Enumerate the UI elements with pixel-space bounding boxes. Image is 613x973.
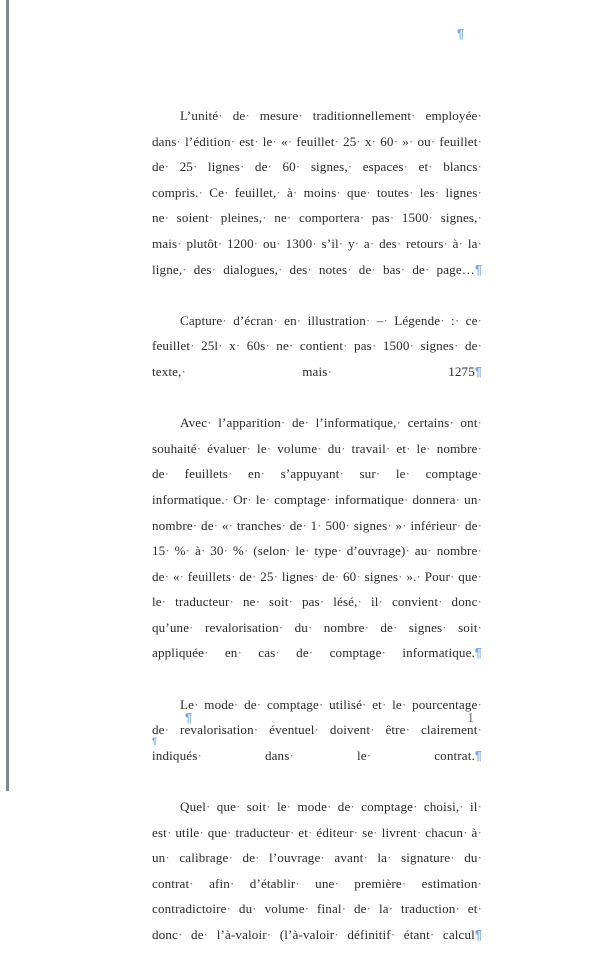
space-dot-mark: · (477, 799, 483, 815)
space-dot-mark: · (402, 517, 407, 533)
space-dot-mark: · (450, 850, 455, 866)
space-dot-mark: · (424, 261, 430, 277)
paragraph-4[interactable]: Le· mode· de· comptage· utilisé· et· le· pourcentage· de· revalorisation· éventuel· doivent· être· clairement· indiqués· dans· le· contrat.¶ (152, 696, 482, 763)
space-dot-mark: · (338, 235, 344, 251)
space-dot-mark: · (326, 491, 331, 507)
space-dot-mark: · (385, 440, 391, 456)
space-dot-mark: · (443, 235, 448, 251)
space-dot-mark: · (319, 594, 325, 610)
paragraph-pilcrow-mark: ¶ (474, 364, 482, 379)
space-dot-mark: · (207, 415, 212, 431)
space-dot-mark: · (341, 901, 347, 917)
space-dot-mark: · (165, 850, 170, 866)
space-dot-mark: · (224, 184, 229, 200)
space-dot-mark: · (222, 312, 227, 328)
space-dot-mark: · (339, 466, 344, 482)
space-dot-mark: · (454, 312, 460, 328)
trailing-pilcrow-mark: ¶ (152, 736, 158, 746)
space-dot-mark: · (304, 415, 310, 431)
space-dot-mark: · (477, 875, 483, 891)
space-dot-mark: · (345, 517, 351, 533)
space-dot-mark: · (308, 645, 314, 661)
space-dot-mark: · (366, 901, 372, 917)
space-dot-mark: · (164, 210, 170, 226)
space-dot-mark: · (245, 108, 250, 123)
space-dot-mark: · (260, 466, 266, 482)
space-dot-mark: · (229, 594, 235, 610)
space-dot-mark: · (228, 850, 233, 866)
document-body-text[interactable] (152, 103, 482, 973)
space-dot-mark: · (364, 619, 370, 635)
space-dot-mark: · (366, 747, 372, 763)
paragraph-pilcrow-mark: ¶ (474, 646, 483, 661)
space-dot-mark: · (477, 568, 482, 584)
space-dot-mark: · (387, 517, 392, 533)
space-dot-mark: · (304, 901, 310, 917)
space-dot-mark: · (409, 184, 414, 200)
space-dot-mark: · (199, 824, 204, 840)
paragraph-5[interactable]: Quel· que· soit· le· mode· de· comptage· choisi,· il· est· utile· que· traducteur· et· éditeur· se· livrent· chacun· à· un· calibrage· de· l’ouvrage· avant· la· signature· du· contrat· afin· d’établir· une· première· estimation· contradictoire· du· volume· final· de· la· traduction· et· donc· de· l’à-valoir· (l’à-valoir· définitif· étant· calcul¶ (152, 799, 483, 942)
space-dot-mark: · (347, 261, 352, 277)
space-dot-mark: · (308, 824, 313, 840)
space-dot-mark: · (477, 594, 483, 610)
space-dot-mark: · (226, 901, 232, 917)
space-dot-mark: · (477, 108, 482, 123)
space-dot-mark: · (396, 415, 402, 431)
space-dot-mark: · (312, 235, 317, 251)
space-dot-mark: · (273, 568, 279, 584)
space-dot-mark: · (231, 568, 236, 584)
space-dot-mark: · (179, 568, 185, 584)
space-dot-mark: · (449, 568, 455, 584)
space-dot-mark: · (370, 722, 375, 738)
space-dot-mark: · (477, 133, 483, 149)
space-dot-mark: · (194, 696, 199, 712)
space-dot-mark: · (317, 517, 322, 533)
space-dot-mark: · (434, 184, 440, 200)
space-dot-mark: · (371, 133, 377, 149)
space-dot-mark: · (200, 543, 206, 559)
space-dot-mark: · (227, 824, 232, 840)
space-dot-mark: · (243, 543, 249, 559)
space-dot-mark: · (205, 799, 211, 815)
space-dot-mark: · (477, 901, 482, 917)
space-dot-mark: · (256, 696, 262, 712)
space-dot-mark: · (239, 159, 245, 175)
space-dot-mark: · (347, 159, 353, 175)
space-dot-mark: · (289, 747, 294, 763)
space-dot-mark: · (189, 875, 194, 891)
space-dot-mark: · (218, 338, 223, 354)
space-dot-mark: · (405, 466, 411, 482)
space-dot-mark: · (181, 363, 187, 379)
space-dot-mark: · (267, 159, 273, 175)
space-dot-mark: · (387, 850, 392, 866)
space-dot-mark: · (359, 210, 365, 226)
space-dot-mark: · (405, 722, 411, 738)
space-dot-mark: · (353, 824, 359, 840)
space-dot-mark: · (327, 799, 332, 815)
space-dot-mark: · (192, 517, 198, 533)
space-dot-mark: · (246, 440, 252, 456)
space-dot-mark: · (176, 133, 182, 149)
space-dot-mark: · (302, 517, 307, 533)
page-left-edge-rule (6, 0, 9, 791)
space-dot-mark: · (314, 722, 320, 738)
space-dot-mark: · (398, 568, 403, 584)
space-dot-mark: · (350, 799, 355, 815)
space-dot-mark: · (477, 824, 482, 840)
space-dot-mark: · (403, 159, 409, 175)
space-dot-mark: · (296, 312, 302, 328)
space-dot-mark: · (276, 235, 281, 251)
space-dot-mark: · (477, 415, 483, 431)
space-dot-mark: · (477, 184, 483, 200)
space-dot-mark: · (313, 568, 319, 584)
space-dot-mark: · (401, 696, 407, 712)
paragraph-pilcrow-mark: ¶ (474, 262, 483, 277)
space-dot-mark: · (429, 927, 435, 942)
space-dot-mark: · (458, 235, 464, 251)
space-dot-mark: · (477, 312, 483, 328)
page-footer[interactable] (152, 712, 482, 752)
space-dot-mark: · (334, 927, 339, 942)
space-dot-mark: · (266, 927, 272, 942)
space-dot-mark: · (477, 210, 483, 226)
space-dot-mark: · (336, 184, 341, 200)
space-dot-mark: · (405, 543, 410, 559)
space-dot-mark: · (235, 338, 241, 354)
space-dot-mark: · (276, 184, 281, 200)
space-dot-mark: · (272, 133, 277, 149)
space-dot-mark: · (449, 415, 454, 431)
space-dot-mark: · (262, 210, 267, 226)
space-dot-mark: · (455, 491, 461, 507)
space-dot-mark: · (477, 517, 483, 533)
space-dot-mark: · (354, 235, 360, 251)
space-dot-mark: · (265, 491, 271, 507)
space-dot-mark: · (247, 491, 252, 507)
space-dot-mark: · (430, 133, 436, 149)
space-dot-mark: · (189, 619, 194, 635)
space-dot-mark: · (401, 875, 407, 891)
space-dot-mark: · (409, 338, 415, 354)
space-dot-mark: · (288, 594, 293, 610)
space-dot-mark: · (392, 619, 398, 635)
space-dot-mark: · (416, 568, 421, 584)
space-dot-mark: · (400, 261, 406, 277)
space-dot-mark: · (192, 159, 198, 175)
space-dot-mark: · (286, 799, 292, 815)
space-dot-mark: · (454, 338, 459, 354)
space-dot-mark: · (228, 466, 233, 482)
space-dot-mark: · (166, 824, 172, 840)
space-dot-mark: · (317, 440, 322, 456)
space-dot-mark: · (255, 594, 261, 610)
space-dot-mark: · (281, 517, 286, 533)
space-dot-mark: · (463, 824, 468, 840)
space-dot-mark: · (204, 645, 209, 661)
space-dot-mark: · (286, 543, 291, 559)
space-dot-mark: · (388, 901, 394, 917)
space-dot-mark: · (177, 927, 183, 942)
space-dot-mark: · (305, 543, 310, 559)
space-dot-mark: · (477, 466, 483, 482)
space-dot-mark: · (362, 696, 367, 712)
space-dot-mark: · (165, 543, 170, 559)
space-dot-mark: · (289, 824, 295, 840)
space-dot-mark: · (406, 440, 411, 456)
space-dot-mark: · (428, 159, 433, 175)
space-dot-mark: · (381, 645, 387, 661)
space-dot-mark: · (416, 824, 422, 840)
space-dot-mark: · (254, 133, 259, 149)
space-dot-mark: · (383, 312, 388, 328)
space-dot-mark: · (218, 108, 223, 123)
space-dot-mark: · (211, 261, 217, 277)
page-number-field: 1 (467, 710, 474, 725)
space-dot-mark: · (266, 799, 271, 815)
space-dot-mark: · (217, 235, 223, 251)
space-dot-mark: · (440, 312, 445, 328)
space-dot-mark: · (182, 261, 187, 277)
paragraph-1[interactable]: L’unité· de· mesure· traditionnellement· employée· dans· l’édition· est· le· «· feuillet· 25· x· 60· »· ou· feuillet· de· 25· lignes· de· 60· signes,· espaces· et· blancs· compris.· Ce· feuillet,· à· moins· que· toutes· les· lignes· ne· soient· pleines,· ne· comportera· pas· 1500· signes,· mais· plutôt· 1200· ou· 1300· s’il· y· a· des· retours· à· la· ligne,· des· dialogues,· des· notes· de· bas· de· page…¶ (152, 108, 483, 277)
space-dot-mark: · (288, 338, 294, 354)
space-dot-mark: · (327, 363, 332, 379)
space-dot-mark: · (164, 159, 170, 175)
space-dot-mark: · (273, 312, 278, 328)
space-dot-mark: · (477, 543, 482, 559)
space-dot-mark: · (307, 261, 312, 277)
space-dot-mark: · (378, 594, 384, 610)
space-dot-mark: · (456, 517, 462, 533)
space-dot-mark: · (477, 696, 482, 712)
space-dot-mark: · (428, 210, 434, 226)
space-dot-mark: · (369, 235, 375, 251)
space-dot-mark: · (223, 543, 229, 559)
space-dot-mark: · (375, 466, 381, 482)
space-dot-mark: · (341, 440, 346, 456)
space-dot-mark: · (161, 594, 167, 610)
space-dot-mark: · (477, 619, 483, 635)
space-dot-mark: · (277, 261, 283, 277)
space-dot-mark: · (396, 235, 402, 251)
space-dot-mark: · (343, 338, 348, 354)
space-dot-mark: · (438, 594, 443, 610)
space-dot-mark: · (477, 235, 483, 251)
space-dot-mark: · (455, 901, 460, 917)
space-dot-mark: · (236, 799, 241, 815)
space-dot-mark: · (334, 133, 339, 149)
paragraph-3[interactable]: Avec· l’apparition· de· l’informatique,· certains· ont· souhaité· évaluer· le· volume· du· travail· et· le· nombre· de· feuillets· en· s’appuyant· sur· le· comptage· informatique.· Or· le· comptage· informatique· donnera· un· nombre· de· «· tranches· de· 1· 500· signes· »· inférieur· de· 15· %· à· 30· %· (selon· le· type· d’ouvrage)· au· nombre· de· «· feuillets· de· 25· lignes· de· 60· signes· ».· Pour· que· le· traducteur· ne· soit· pas· lésé,· il· convient· donc· qu’une· revalorisation· du· nombre· de· signes· soit· appliquée· en· cas· de· comptage· informatique.¶ (152, 415, 483, 661)
space-dot-mark: · (357, 594, 363, 610)
space-dot-mark: · (198, 184, 204, 200)
space-dot-mark: · (477, 850, 483, 866)
space-dot-mark: · (190, 338, 195, 354)
space-dot-mark: · (177, 235, 182, 251)
space-dot-mark: · (403, 491, 409, 507)
space-dot-mark: · (203, 927, 209, 942)
space-dot-mark: · (477, 338, 483, 354)
space-dot-mark: · (252, 901, 257, 917)
paragraph-pilcrow-mark: ¶ (474, 748, 482, 763)
space-dot-mark: · (389, 210, 395, 226)
space-dot-mark: · (477, 440, 483, 456)
space-dot-mark: · (393, 133, 399, 149)
space-dot-mark: · (292, 184, 298, 200)
space-dot-mark: · (164, 722, 170, 738)
space-dot-mark: · (208, 210, 214, 226)
space-dot-mark: · (307, 619, 313, 635)
space-dot-mark: · (224, 491, 230, 507)
space-dot-mark: · (298, 108, 303, 123)
space-dot-mark: · (337, 543, 342, 559)
space-dot-mark: · (477, 159, 482, 175)
header-pilcrow-mark: ¶ (457, 27, 464, 41)
space-dot-mark: · (253, 235, 259, 251)
space-dot-mark: · (477, 722, 482, 738)
space-dot-mark: · (459, 799, 464, 815)
space-dot-mark: · (373, 824, 378, 840)
space-dot-mark: · (185, 543, 191, 559)
space-dot-mark: · (371, 338, 377, 354)
paragraph-pilcrow-mark: ¶ (474, 928, 483, 942)
space-dot-mark: · (229, 875, 235, 891)
space-dot-mark: · (295, 875, 300, 891)
space-dot-mark: · (413, 799, 418, 815)
space-dot-mark: · (363, 850, 368, 866)
space-dot-mark: · (320, 850, 325, 866)
space-dot-mark: · (228, 517, 234, 533)
space-dot-mark: · (230, 133, 236, 149)
space-dot-mark: · (255, 850, 260, 866)
space-dot-mark: · (286, 210, 292, 226)
space-dot-mark: · (266, 440, 272, 456)
space-dot-mark: · (426, 440, 431, 456)
space-dot-mark: · (252, 568, 257, 584)
space-dot-mark: · (477, 491, 482, 507)
space-dot-mark: · (390, 927, 396, 942)
space-dot-mark: · (356, 133, 361, 149)
space-dot-mark: · (280, 415, 286, 431)
space-dot-mark: · (366, 184, 371, 200)
space-dot-mark: · (356, 568, 361, 584)
space-dot-mark: · (213, 517, 219, 533)
space-dot-mark: · (411, 108, 416, 123)
space-dot-mark: · (197, 747, 202, 763)
space-dot-mark: · (442, 619, 447, 635)
space-dot-mark: · (334, 568, 340, 584)
space-dot-mark: · (427, 543, 432, 559)
space-dot-mark: · (334, 875, 339, 891)
space-dot-mark: · (408, 133, 414, 149)
paragraph-2[interactable]: Capture· d’écran· en· illustration· –· Légende· :· ce· feuillet· 25l· x· 60s· ne· contient· pas· 1500· signes· de· texte,· mais· 1275¶ (152, 312, 483, 379)
space-dot-mark: · (196, 440, 202, 456)
space-dot-mark: · (233, 696, 239, 712)
space-dot-mark: · (164, 568, 170, 584)
space-dot-mark: · (278, 619, 284, 635)
space-dot-mark: · (287, 133, 293, 149)
space-dot-mark: · (295, 159, 301, 175)
space-dot-mark: · (318, 696, 324, 712)
page-header[interactable] (152, 28, 482, 54)
space-dot-mark: · (164, 466, 170, 482)
space-dot-mark: · (381, 696, 387, 712)
space-dot-mark: · (237, 645, 242, 661)
space-dot-mark: · (253, 722, 259, 738)
footer-pilcrow-mark: ¶ (185, 711, 192, 725)
space-dot-mark: · (265, 338, 270, 354)
space-dot-mark: · (275, 645, 280, 661)
space-dot-mark: · (365, 312, 371, 328)
space-dot-mark: · (371, 261, 376, 277)
